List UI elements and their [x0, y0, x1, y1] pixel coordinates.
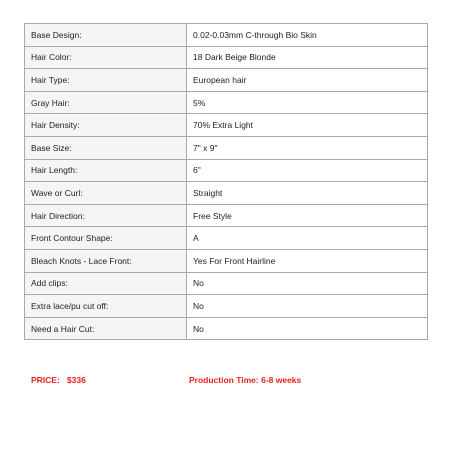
spec-label: Wave or Curl:	[25, 182, 187, 205]
spec-value: 70% Extra Light	[187, 114, 428, 137]
spec-value: 5%	[187, 91, 428, 114]
production-time: Production Time: 6-8 weeks	[189, 375, 302, 385]
table-row	[25, 295, 428, 318]
spec-value: Straight	[187, 182, 428, 205]
spec-value: 18 Dark Beige Blonde	[187, 46, 428, 69]
spec-value: 7" x 9"	[187, 136, 428, 159]
spec-label: Hair Length:	[25, 159, 187, 182]
spec-label: Add clips:	[25, 272, 187, 295]
spec-label: Hair Direction:	[25, 204, 187, 227]
price-label: PRICE:	[31, 375, 60, 385]
spec-label: Hair Type:	[25, 69, 187, 92]
spec-label: Extra lace/pu cut off:	[25, 295, 187, 318]
spec-value: European hair	[187, 69, 428, 92]
table-row	[25, 136, 428, 159]
spec-label: Gray Hair:	[25, 91, 187, 114]
table-row	[25, 69, 428, 92]
spec-value: 6"	[187, 159, 428, 182]
spec-value: No	[187, 317, 428, 340]
spec-value: Free Style	[187, 204, 428, 227]
spec-label: Need a Hair Cut:	[25, 317, 187, 340]
table-row	[25, 114, 428, 137]
spec-value: No	[187, 272, 428, 295]
spec-label: Base Size:	[25, 136, 187, 159]
table-row	[25, 182, 428, 205]
table-row	[25, 159, 428, 182]
table-row	[25, 227, 428, 250]
spec-table-body	[25, 24, 428, 340]
spec-value: No	[187, 295, 428, 318]
spec-value: Yes For Front Hairline	[187, 249, 428, 272]
price-value: $336	[66, 375, 86, 385]
table-row	[25, 46, 428, 69]
spec-label: Hair Color:	[25, 46, 187, 69]
spec-value: 0.02-0.03mm C-through Bio Skin	[187, 24, 428, 47]
spec-label: Front Contour Shape:	[25, 227, 187, 250]
table-row	[25, 204, 428, 227]
table-row	[25, 24, 428, 47]
spec-table	[24, 23, 428, 340]
table-row	[25, 317, 428, 340]
table-row	[25, 91, 428, 114]
table-row	[25, 249, 428, 272]
price-line	[31, 375, 86, 385]
table-row	[25, 272, 428, 295]
spec-label: Hair Density:	[25, 114, 187, 137]
spec-value: A	[187, 227, 428, 250]
spec-label: Base Design:	[25, 24, 187, 47]
spec-label: Bleach Knots - Lace Front:	[25, 249, 187, 272]
